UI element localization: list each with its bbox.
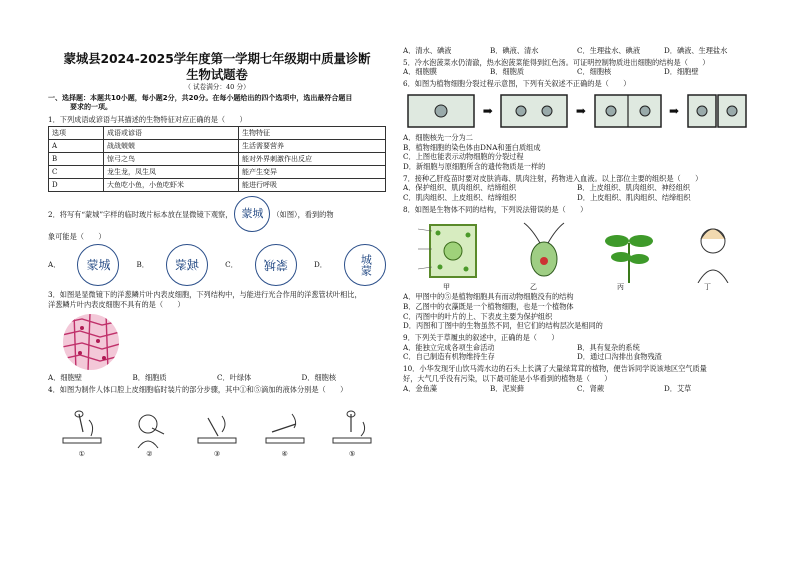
q8-option-b[interactable]: B．乙图中的衣藻既是一个植物细胞，也是一个植物体 xyxy=(403,301,574,311)
q9-option-b[interactable]: B．具有复杂的系统 xyxy=(577,342,640,352)
q10-stem: 10．小华发现牙山饮马湾水边的石头上长满了大量绿茸茸的植物，便告诉同学说该地区空气质量 xyxy=(403,364,707,374)
q9-option-c[interactable]: C．自己制造有机物维持生存 xyxy=(403,352,495,362)
q3-option-c[interactable]: C．叶绿体 xyxy=(217,373,252,383)
q4-option-d[interactable]: D．碘液、生理盐水 xyxy=(664,46,728,55)
exam-title-line1: 蒙城县2024-2025学年度第一学期七年级期中质量诊断 xyxy=(63,51,371,66)
q9-stem: 9．下列关于草履虫的叙述中，正确的是（ ） xyxy=(403,332,559,342)
question-2: 2．将写有“蒙城”字样的临时玻片标本放在显微镜下观察， 蒙城 （如图），看到的物 象可能是（ ） A． 蒙城 B． 城蒙 C． 蒙城 D． 城蒙 xyxy=(48,196,386,286)
q1-stem: 1．下列成语或谚语与其描述的生物特征对应正确的是（ ） xyxy=(48,114,247,124)
q7-option-c[interactable]: C．肌肉组织、上皮组织、结缔组织 xyxy=(403,193,517,203)
question-10: 10．小华发现牙山饮马湾水边的石头上长满了大量绿茸茸的植物，便告诉同学说该地区空气质量 好，大气几乎没有污染，以下最可能是小华看到的植物是（ ） A．金鱼藻 B．泥炭藓 C．肾蕨 D．艾草 xyxy=(403,364,751,393)
cell-stage-4 xyxy=(686,93,748,129)
q6-option-c[interactable]: C．上图也能表示动物细胞的分裂过程 xyxy=(403,152,524,162)
table-row: C 龙生龙，凤生凤 能产生变异 xyxy=(49,166,386,179)
question-5 xyxy=(403,58,751,77)
chlamydomonas-image xyxy=(519,219,569,283)
table-row: D 大鱼吃小鱼，小鱼吃虾米 能进行呼吸 xyxy=(49,179,386,192)
seedling-image xyxy=(599,219,659,283)
right-column xyxy=(403,0,751,393)
girl-image xyxy=(690,219,736,283)
q7-option-a[interactable]: A．保护组织、肌肉组织、结缔组织 xyxy=(403,183,517,193)
step-5-image xyxy=(329,410,375,450)
q10-option-b[interactable]: B．泥炭藓 xyxy=(490,383,525,393)
q4-option-c[interactable]: C．生理盐水、碘液 xyxy=(577,46,641,55)
table-header: 生物特征 xyxy=(239,127,386,140)
cell-stage-3 xyxy=(593,93,663,129)
step-3-image xyxy=(194,410,240,450)
q5-option-c[interactable]: C．细胞核 xyxy=(577,67,612,77)
q2-stem: 2．将写有“蒙城”字样的临时玻片标本放在显微镜下观察， xyxy=(48,209,233,219)
q4-steps-figure xyxy=(48,398,386,450)
arrow-icon: ➡ xyxy=(482,103,493,118)
q2-options: A． 蒙城 B． 城蒙 C． 蒙城 D． 城蒙 xyxy=(48,244,386,286)
step-4-image xyxy=(262,410,308,450)
question-3: 3．如图是显微镜下的洋葱鳞片叶内表皮细胞，下列结构中，与能进行光合作用的洋葱管状叶相比， 洋葱鳞片叶内表皮细胞不具有的是（ ） A．细胞壁 B．细胞质 C．叶绿体 D．细胞核 xyxy=(48,290,386,383)
q8-figure xyxy=(403,217,751,283)
onion-cell-image xyxy=(62,313,386,374)
q6-option-b[interactable]: B．植物细胞的染色体由DNA和蛋白质组成 xyxy=(403,142,541,152)
q7-stem: 7．接种乙肝疫苗时要对皮肤消毒、肌肉注射，药物进入血液。以上部位主要的组织是（ ） xyxy=(403,173,703,183)
question-7 xyxy=(403,174,751,203)
score-note: （ 试卷满分：40 分） xyxy=(184,83,250,91)
table-header: 成语或谚语 xyxy=(104,127,239,140)
q7-option-b[interactable]: B．上皮组织、肌肉组织、神经组织 xyxy=(577,183,691,193)
question-6 xyxy=(403,79,751,172)
table-row: A 战战兢兢 生活需要营养 xyxy=(49,140,386,153)
q2-option-b[interactable]: 城蒙 xyxy=(166,244,208,286)
q6-stem: 6．如图为植物细胞分裂过程示意图，下列有关叙述不正确的是（ ） xyxy=(403,79,631,89)
q2-sample-circle: 蒙城 xyxy=(234,196,270,232)
q3-options xyxy=(48,373,386,383)
q10-option-d[interactable]: D．艾草 xyxy=(664,383,692,393)
q1-table xyxy=(48,126,386,192)
q10-option-c[interactable]: C．肾蕨 xyxy=(577,383,605,393)
cell-division-figure xyxy=(403,91,751,131)
q3-option-d[interactable]: D．细胞核 xyxy=(301,373,337,383)
table-header: 选项 xyxy=(49,127,104,140)
q4-option-b[interactable]: B．碘液、清水 xyxy=(490,46,539,55)
q5-option-d[interactable]: D．细胞壁 xyxy=(664,67,699,77)
q5-option-a[interactable]: A．细胞膜 xyxy=(403,67,437,77)
q2-option-c[interactable]: 蒙城 xyxy=(255,244,297,286)
q9-option-a[interactable]: A．能独立完成各项生命活动 xyxy=(403,342,495,352)
q4-option-a[interactable]: A．清水、碘液 xyxy=(403,46,452,55)
q3-stem: 3．如图是显微镜下的洋葱鳞片叶内表皮细胞，下列结构中，与能进行光合作用的洋葱管状叶相比， xyxy=(48,290,362,300)
q7-option-d[interactable]: D．上皮组织、肌肉组织、结缔组织 xyxy=(577,193,691,203)
q8-stem: 8．如图是生物体不同的结构，下列说法错误的是（ ） xyxy=(403,204,588,214)
arrow-icon: ➡ xyxy=(669,103,680,118)
q2-option-a[interactable]: 蒙城 xyxy=(77,244,119,286)
q3-option-b[interactable]: B．细胞质 xyxy=(132,373,167,383)
q4-step-labels: ① ② ③ ④ ⑤ xyxy=(78,449,356,458)
q2-option-d[interactable]: 城蒙 xyxy=(344,244,386,286)
q5-option-b[interactable]: B．细胞质 xyxy=(490,67,525,77)
step-1-image xyxy=(59,410,105,450)
q6-option-d[interactable]: D．新细胞与原细胞所含的遗传物质是一样的 xyxy=(403,162,546,172)
question-8: 8．如图是生物体不同的结构，下列说法错误的是（ ） 甲 乙 丙 丁 A．甲图中的⑤是植物细胞具有而动物细胞没有的结构 B．乙图中的衣藻既是一个植物细胞，也是一个植物体 C．丙图中的叶片的上、下表皮主要为保护组织 D．丙图和丁图中的生物虽然不同，但它们的结构层次是相同的 xyxy=(403,205,751,331)
section1-heading: 一、选择题：本题共10小题，每小题2分，共20分。在每小题给出的四个选项中，选出最符合题目 要求的一项。 xyxy=(48,93,353,112)
q8-option-a[interactable]: A．甲图中的⑤是植物细胞具有而动物细胞没有的结构 xyxy=(403,292,574,302)
question-9 xyxy=(403,333,751,362)
question-4 xyxy=(48,385,386,459)
cell-stage-1 xyxy=(406,93,476,129)
exam-title-line2: 生物试题卷 xyxy=(186,66,248,82)
q4-options xyxy=(403,46,751,56)
q3-option-a[interactable]: A．细胞壁 xyxy=(48,373,82,383)
q6-option-a[interactable]: A．细胞核先一分为二 xyxy=(403,132,473,142)
cell-stage-2 xyxy=(499,93,569,129)
plant-cell-image xyxy=(418,219,488,283)
table-row: B 惊弓之鸟 能对外界刺激作出反应 xyxy=(49,153,386,166)
q8-option-d[interactable]: D．丙图和丁图中的生物虽然不同，但它们的结构层次是相同的 xyxy=(403,321,603,331)
q4-stem: 4．如图为制作人体口腔上皮细胞临时装片的部分步骤，其中①和⑤滴加的液体分别是（ ） xyxy=(48,385,348,395)
q5-stem: 5．冷水泡菠菜水仍清澈，热水泡菠菜能得到红色汤。可证明控制物质进出细胞的结构是（ ） xyxy=(403,57,710,67)
q9-option-d[interactable]: D．通过口沟排出食物残渣 xyxy=(577,352,662,362)
q10-option-a[interactable]: A．金鱼藻 xyxy=(403,383,437,393)
step-2-image xyxy=(126,410,172,450)
q8-option-c[interactable]: C．丙图中的叶片的上、下表皮主要为保护组织 xyxy=(403,311,553,321)
arrow-icon: ➡ xyxy=(575,103,586,118)
left-column xyxy=(48,0,386,459)
question-1 xyxy=(48,115,386,193)
